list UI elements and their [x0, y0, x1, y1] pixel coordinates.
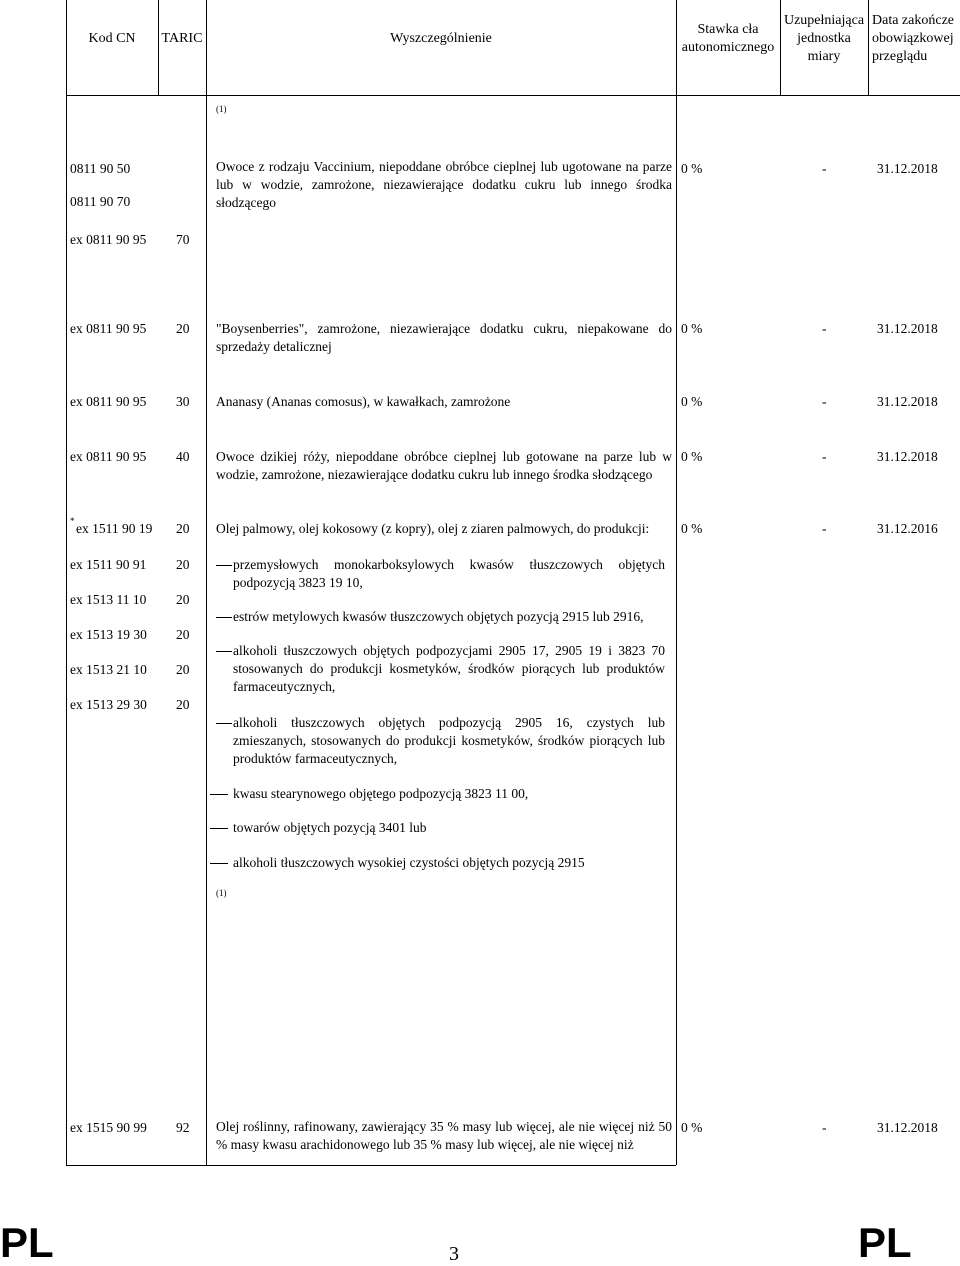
cn-code: ex 1515 90 99 [70, 1120, 147, 1135]
unit: - [822, 521, 827, 536]
taric-code: 92 [176, 1120, 190, 1135]
cn-code: ex 1513 21 10 [70, 662, 147, 677]
col-divider-unit-date [868, 0, 869, 95]
rate: 0 % [681, 521, 703, 536]
taric-code: 70 [176, 232, 190, 247]
description: Owoce z rodzaju Vaccinium, niepoddane obróbce cieplnej lub ugotowane na parze lub w wodzie, zamrożone, niezawierające dodatku cukru lub innego środka słodzącego [216, 159, 672, 210]
bullet-item: estrów metylowych kwasów tłuszczowych objętych pozycją 2915 lub 2916, [233, 609, 644, 624]
dash-icon [216, 617, 232, 618]
dash-icon [216, 565, 232, 566]
taric-code: 40 [176, 449, 190, 464]
page-number: 3 [449, 1243, 459, 1265]
header-rate: Stawka cła autonomicznego [681, 22, 775, 55]
taric-code: 30 [176, 394, 190, 409]
footnote-mark: (1) [216, 888, 227, 898]
footer-language-left: PL [0, 1219, 54, 1266]
footnote-mark: (1) [216, 104, 227, 114]
taric-code: 20 [176, 697, 190, 712]
col-divider-taric-desc [206, 0, 207, 1165]
header-description: Wyszczególnienie [390, 31, 492, 46]
cn-code: ex 0811 90 95 [70, 232, 147, 247]
bullet-item: alkoholi tłuszczowych objętych podpozycjami 2905 17, 2905 19 i 3823 70 stosowanych do produkcji kosmetyków, środków piorących lub produktów farmaceutycznych, [233, 643, 665, 694]
unit: - [822, 394, 827, 409]
unit: - [822, 449, 827, 464]
table-border-left [66, 0, 67, 1165]
cn-code: ex 0811 90 95 [70, 449, 147, 464]
rate: 0 % [681, 449, 703, 464]
cn-code: ex 1513 29 30 [70, 697, 147, 712]
rate: 0 % [681, 1120, 703, 1135]
cn-code: ex 1513 19 30 [70, 627, 147, 642]
cn-code: 0811 90 50 [70, 161, 131, 176]
rate: 0 % [681, 161, 703, 176]
taric-code: 20 [176, 521, 190, 536]
table-bottom-line [66, 1165, 676, 1166]
bullet-item: towarów objętych pozycją 3401 lub [233, 820, 427, 835]
unit: - [822, 161, 827, 176]
taric-code: 20 [176, 592, 190, 607]
review-date: 31.12.2018 [877, 449, 938, 464]
review-date: 31.12.2018 [877, 161, 938, 176]
col-divider-desc-rate [676, 0, 677, 1165]
dash-icon [210, 828, 228, 829]
cn-code: ex 1511 90 91 [70, 557, 147, 572]
asterisk-mark: * [70, 516, 75, 526]
header-supplementary-unit: Uzupełniająca jednostka miary [783, 13, 865, 64]
unit: - [822, 321, 827, 336]
dash-icon [210, 794, 228, 795]
review-date: 31.12.2016 [877, 521, 938, 536]
cn-code: ex 0811 90 95 [70, 394, 147, 409]
dash-icon [216, 723, 232, 724]
taric-code: 20 [176, 321, 190, 336]
review-date: 31.12.2018 [877, 1120, 938, 1135]
footer-language-right: PL [858, 1219, 912, 1266]
bullet-item: przemysłowych monokarboksylowych kwasów tłuszczowych objętych podpozycją 3823 19 10, [233, 557, 665, 590]
bullet-item: kwasu stearynowego objętego podpozycją 3823 11 00, [233, 786, 529, 801]
bullet-item: alkoholi tłuszczowych wysokiej czystości objętych pozycją 2915 [233, 855, 585, 870]
review-date: 31.12.2018 [877, 321, 938, 336]
dash-icon [210, 863, 228, 864]
cn-code: ex 0811 90 95 [70, 321, 147, 336]
description: Olej palmowy, olej kokosowy (z kopry), olej z ziaren palmowych, do produkcji: [216, 521, 650, 536]
dash-icon [216, 651, 232, 652]
unit: - [822, 1120, 827, 1135]
taric-code: 20 [176, 662, 190, 677]
cn-code: ex 1511 90 19 [76, 521, 153, 536]
header-kod-cn: Kod CN [88, 31, 136, 46]
cn-code: 0811 90 70 [70, 194, 131, 209]
rate: 0 % [681, 394, 703, 409]
description: Owoce dzikiej róży, niepoddane obróbce cieplnej lub gotowane na parze lub w wodzie, zamrożone, niezawierające dodatku cukru lub innego środka słodzącego [216, 449, 672, 482]
description: Olej roślinny, rafinowany, zawierający 35 % masy lub więcej, ale nie więcej niż 50 % masy kwasu arachidonowego lub 35 % masy lub więcej, ale nie więcej niż [216, 1119, 672, 1152]
description: "Boysenberries", zamrożone, niezawierające dodatku cukru, niepakowane do sprzedaży detalicznej [216, 321, 672, 354]
bullet-item: alkoholi tłuszczowych objętych podpozycją 2905 16, czystych lub zmieszanych, stosowanych do produkcji kosmetyków, środków piorących lub produktów farmaceutycznych, [233, 715, 665, 766]
header-bottom-line [66, 95, 960, 96]
review-date: 31.12.2018 [877, 394, 938, 409]
description: Ananasy (Ananas comosus), w kawałkach, zamrożone [216, 394, 511, 409]
header-review-date: Data zakończe obowiązkowej przeglądu [872, 13, 954, 64]
cn-code: ex 1513 11 10 [70, 592, 147, 607]
header-taric: TARIC [161, 31, 203, 46]
rate: 0 % [681, 321, 703, 336]
taric-code: 20 [176, 557, 190, 572]
taric-code: 20 [176, 627, 190, 642]
